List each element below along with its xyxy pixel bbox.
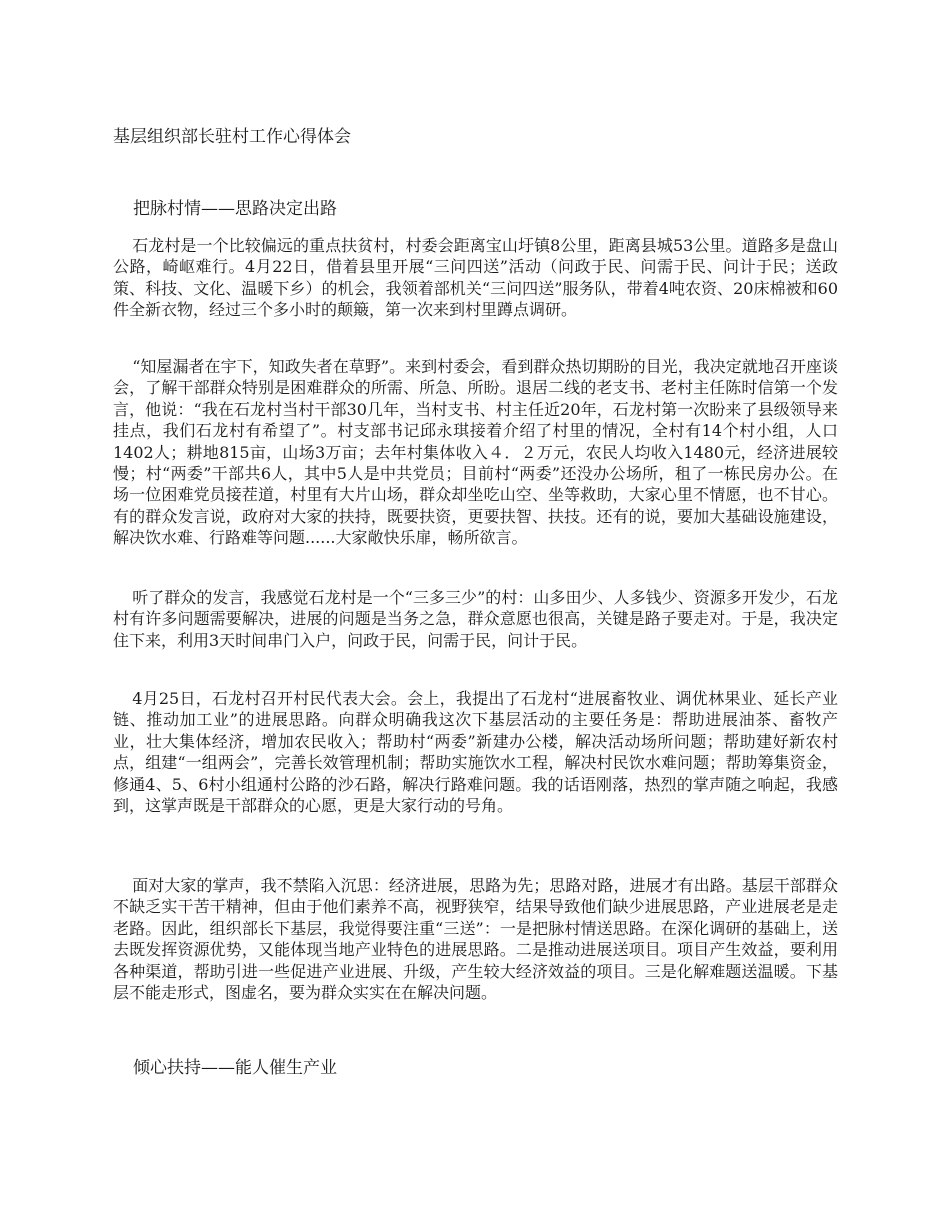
- paragraph-4: 4月25日，石龙村召开村民代表大会。会上，我提出了石龙村“进展畜牧业、调优林果业、延长产业链、推动加工业”的进展思路。向群众明确我这次下基层活动的主要任务是：帮助进展油茶、畜牧产业，壮大集体经济，增加农民收入；帮助村“两委”新建办公楼，解决活动场所问题；帮助建好新农村点，组建“一组两会”，完善长效管理机制；帮助实施饮水工程，解决村民饮水难问题；帮助筹集资金，修通4、5、6村小组通村公路的沙石路，解决行路难问题。我的话语刚落，热烈的掌声随之响起，我感到，这掌声既是干部群众的心愿，更是大家行动的号角。: [113, 689, 838, 816]
- paragraph-1: 石龙村是一个比较偏远的重点扶贫村，村委会距离宝山圩镇8公里，距离县城53公里。道路多是盘山公路，崎岖难行。4月22日，借着县里开展“三问四送”活动（问政于民、问需于民、问计于民；送政策、科技、文化、温暖下乡）的机会，我领着部机关“三问四送”服务队，带着4吨农资、20床棉被和60件全新衣物，经过三个多小时的颠簸，第一次来到村里蹲点调研。: [113, 236, 838, 320]
- document-title: 基层组织部长驻村工作心得体会: [113, 127, 351, 147]
- paragraph-3: 听了群众的发言，我感觉石龙村是一个“三多三少”的村：山多田少、人多钱少、资源多开发少，石龙村有许多问题需要解决，进展的问题是当务之急，群众意愿也很高，关键是路子要走对。于是，我决定住下来，利用3天时间串门入户，问政于民，问需于民，问计于民。: [113, 588, 838, 650]
- paragraph-5: 面对大家的掌声，我不禁陷入沉思：经济进展，思路为先；思路对路，进展才有出路。基层干部群众不缺乏实干苦干精神，但由于他们素养不高，视野狭窄，结果导致他们缺少进展思路，产业进展老是走老路。因此，组织部长下基层，我觉得要注重“三送”：一是把脉村情送思路。在深化调研的基础上，送去既发挥资源优势，又能体现当地产业特色的进展思路。二是推动进展送项目。项目产生效益，要利用各种渠道，帮助引进一些促进产业进展、升级，产生较大经济效益的项目。三是化解难题送温暖。下基层不能走形式，图虚名，要为群众实实在在解决问题。: [113, 876, 838, 1003]
- section-heading-2: 倾心扶持——能人催生产业: [133, 1058, 337, 1078]
- section-heading-1: 把脉村情——思路决定出路: [133, 199, 337, 219]
- paragraph-2: “知屋漏者在宇下，知政失者在草野”。来到村委会，看到群众热切期盼的目光，我决定就地召开座谈会，了解干部群众特别是困难群众的所需、所急、所盼。退居二线的老支书、老村主任陈时信第一个发言，他说：“我在石龙村当村干部30几年，当村支书、村主任近20年，石龙村第一次盼来了县级领导来挂点，我们石龙村有希望了”。村支部书记邱永琪接着介绍了村里的情况，全村有14个村小组，人口1402人；耕地815亩，山场3万亩；去年村集体收入４．２万元，农民人均收入1480元，经济进展较慢；村“两委”干部共6人，其中5人是中共党员；目前村“两委”还没办公场所，租了一栋民房办公。在场一位困难党员接茬道，村里有大片山场，群众却坐吃山空、坐等救助，大家心里不情愿，也不甘心。有的群众发言说，政府对大家的扶持，既要扶资，更要扶智、扶技。还有的说，要加大基础设施建设，解决饮水难、行路难等问题......大家敞快乐扉，畅所欲言。: [113, 357, 838, 548]
